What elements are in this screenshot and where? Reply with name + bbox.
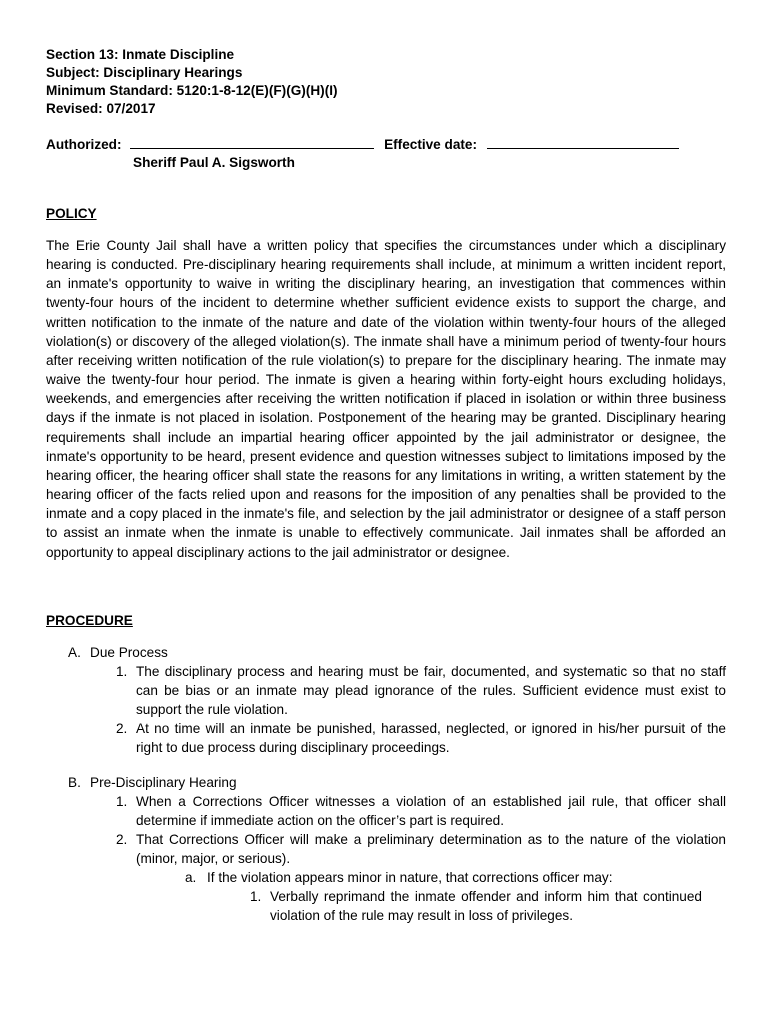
authorization-block	[46, 136, 746, 172]
effective-date-line	[487, 136, 679, 149]
list-label: 2.	[116, 832, 128, 847]
list-label: 1.	[250, 889, 262, 904]
policy-text: The Erie County Jail shall have a written policy that specifies the circumstances under which a disciplinary hearing is conducted. Pre-disciplinary hearing requirements shall include, at minimum a written incident report, an inmate's opportunity to waive in writing the disciplinary hearing, an investigation that commences within twenty-four hours of the incident to determine whether sufficient evidence exists to support the charge, and written notification to the inmate of the nature and date of the violation within twenty-four hours of the alleged violation(s) or discovery of the alleged violation(s). The inmate shall have a minimum period of twenty-four hours after receiving written notification of the rule violation(s) to prepare for the disciplinary hearing. The inmate may waive the twenty-four hour period. The inmate is given a hearing within forty-eight hours excluding holidays, weekends, and emergencies after receiving the written notification if placed in isolation or within three business days if the inmate is not placed in isolation. Postponement of the hearing may be granted. Disciplinary hearing requirements shall include an impartial hearing officer appointed by the jail administrator or designee, the inmate's opportunity to be heard, present evidence and question witnesses subject to limitations imposed by the hearing officer, the hearing officer shall state the reasons for any limitations in writing, a written statement by the hearing officer of the facts relied upon and reasons for the imposition of any penalties shall be provided to the inmate and a copy placed in the inmate's file, and selection by the jail administrator or designee of a staff person to assist an inmate when the inmate is unable to effectively communicate. Jail inmates shall be afforded an opportunity to appeal disciplinary actions to the jail administrator or designee.	[46, 238, 726, 560]
policy-heading: POLICY	[46, 206, 97, 221]
list-item	[46, 773, 726, 792]
list-text: That Corrections Officer will make a preliminary determination as to the nature of the violation (minor, major, or serious).	[136, 832, 726, 866]
list-text: When a Corrections Officer witnesses a violation of an established jail rule, that officer shall determine if immediate action on the officer’s part is required.	[136, 794, 726, 828]
section-title: Section 13: Inmate Discipline	[46, 47, 235, 62]
list-text: Verbally reprimand the inmate offender and inform him that continued violation of the rule may result in loss of privileges.	[270, 889, 702, 923]
list-text: If the violation appears minor in nature, that corrections officer may:	[207, 870, 613, 885]
list-item	[46, 887, 726, 925]
list-item	[46, 662, 726, 719]
procedure-section-a	[46, 643, 726, 757]
authorized-label: Authorized:	[46, 137, 122, 152]
list-text: The disciplinary process and hearing must be fair, documented, and systematic so that no staff can be bias or an inmate may plead ignorance of the rules. Sufficient evidence must exist to support the rule violation.	[136, 664, 726, 717]
procedure-heading: PROCEDURE	[46, 613, 133, 628]
list-label: B.	[68, 775, 81, 790]
list-item	[46, 719, 726, 757]
minimum-standard: Minimum Standard: 5120:1-8-12(E)(F)(G)(H)(I)	[46, 83, 338, 98]
list-item	[46, 792, 726, 830]
section-title: Due Process	[90, 645, 168, 660]
subject-line: Subject: Disciplinary Hearings	[46, 65, 243, 80]
list-label: A.	[68, 645, 81, 660]
list-item	[46, 868, 726, 887]
procedure-section-b	[46, 773, 726, 925]
list-label: 1.	[116, 794, 128, 809]
effective-date-label: Effective date:	[384, 137, 477, 152]
authorized-signature-line	[130, 136, 374, 149]
list-item	[46, 830, 726, 868]
list-text: At no time will an inmate be punished, harassed, neglected, or ignored in his/her pursuit of the right to due process during disciplinary proceedings.	[136, 721, 726, 755]
document-header	[46, 46, 338, 118]
list-label: 1.	[116, 664, 128, 679]
list-label: a.	[185, 870, 197, 885]
revised-date: Revised: 07/2017	[46, 101, 156, 116]
list-item	[46, 643, 726, 662]
section-title: Pre-Disciplinary Hearing	[90, 775, 237, 790]
signatory-name: Sheriff Paul A. Sigsworth	[133, 155, 295, 170]
list-label: 2.	[116, 721, 128, 736]
